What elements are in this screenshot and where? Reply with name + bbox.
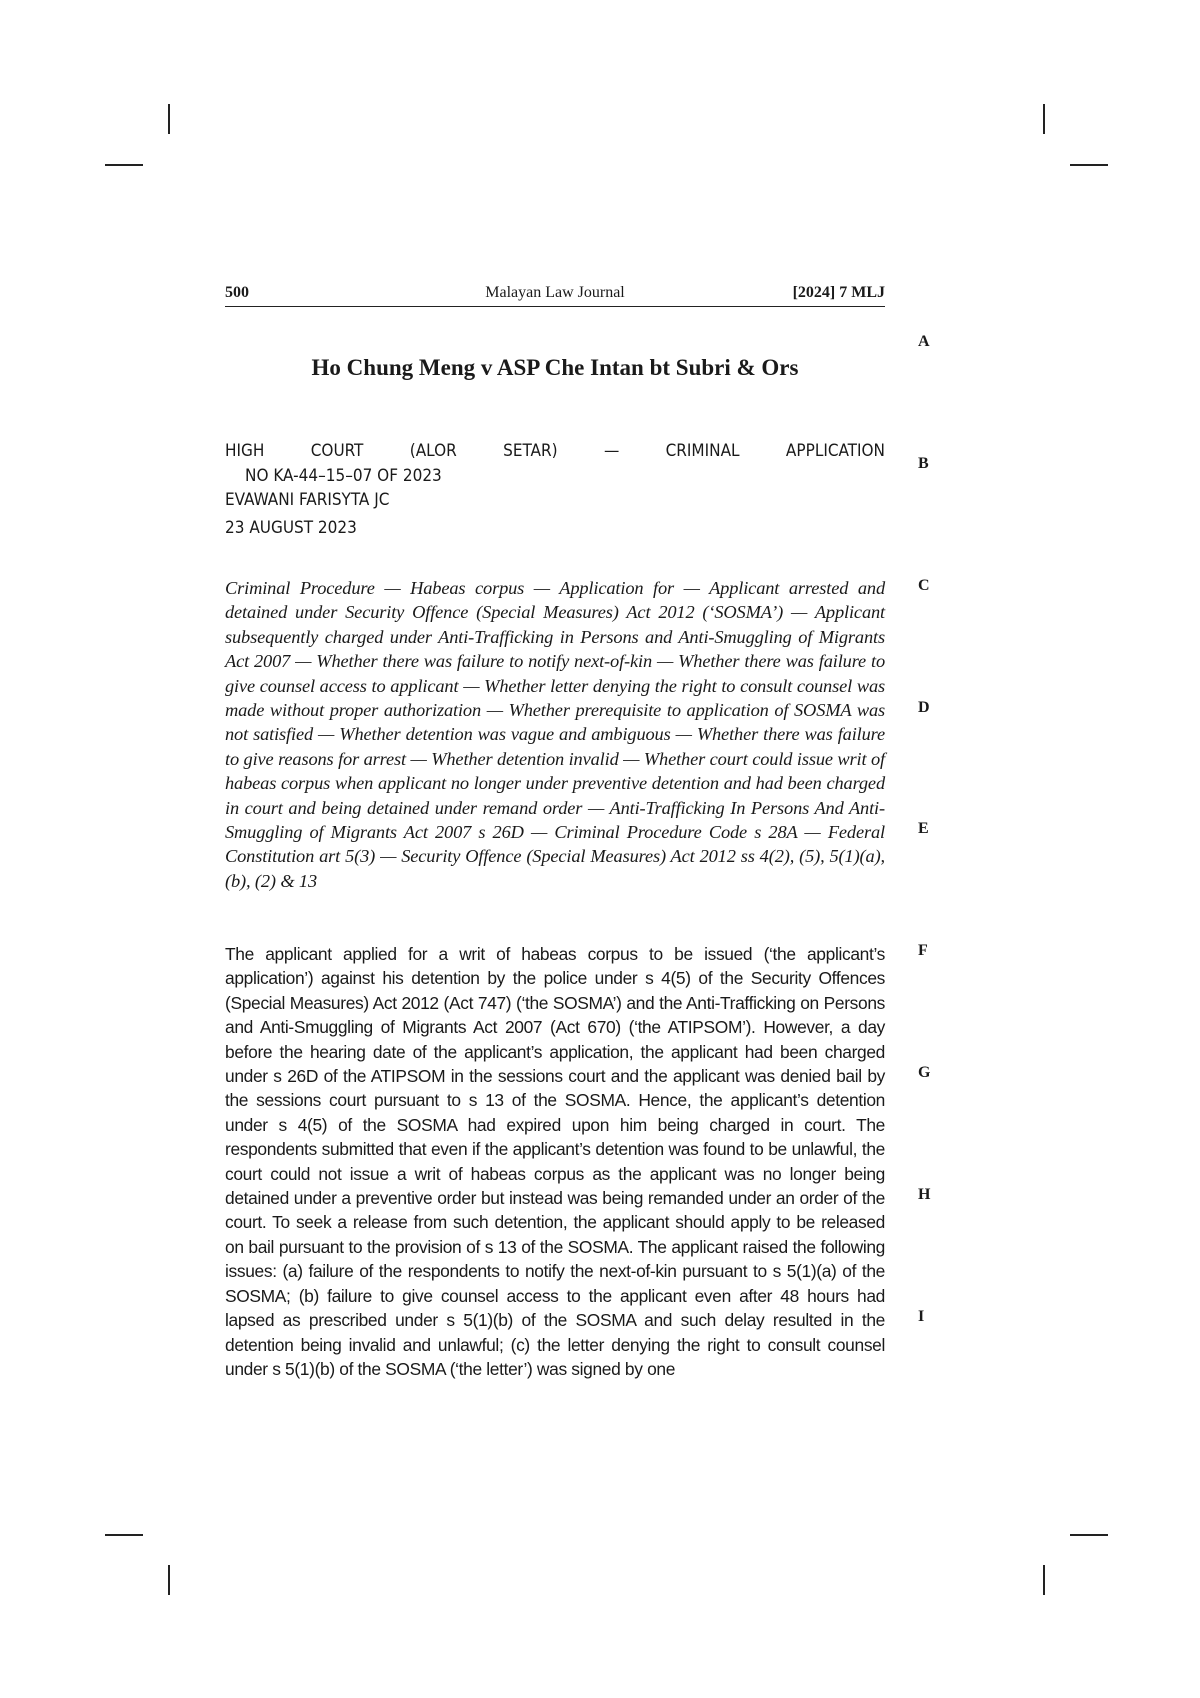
application-number: NO KA-44–15–07 OF 2023 — [245, 465, 442, 486]
margin-letter-c: C — [918, 577, 930, 594]
crop-mark-top-right-vertical — [1043, 104, 1045, 134]
crop-mark-top-left-vertical — [168, 104, 170, 134]
decision-date: 23 AUGUST 2023 — [225, 517, 357, 538]
crop-mark-bottom-right-horizontal — [1070, 1534, 1108, 1536]
judge-name: EVAWANI FARISYTA JC — [225, 490, 390, 510]
crop-mark-top-right-horizontal — [1070, 164, 1108, 166]
margin-letter-i: I — [918, 1308, 925, 1325]
court-line: HIGH COURT (ALOR SETAR) — CRIMINAL APPLICATION — [225, 441, 885, 461]
court-details — [225, 439, 885, 540]
crop-mark-bottom-right-vertical — [1043, 1565, 1045, 1595]
margin-letter-e: E — [918, 820, 929, 837]
margin-letter-h: H — [918, 1186, 931, 1203]
running-header — [225, 284, 885, 307]
crop-mark-bottom-left-vertical — [168, 1565, 170, 1595]
page-number: 500 — [225, 284, 249, 301]
headnote-body: The applicant applied for a writ of habeas corpus to be issued (‘the applicant’s application’) against his detention by the police under s 4(5) of the Security Offences (Special Measures) Act 2012 (Act 747) (‘the SOSMA’) and the Anti-Trafficking on Persons and Anti-Smuggling of Migrants Act 2007 (Act 670) (‘the ATIPSOM’). However, a day before the hearing date of the applicant’s application, the applicant had been charged under s 26D of the ATIPSOM in the sessions court and the applicant was denied bail by the sessions court pursuant to s 13 of the SOSMA. Hence, the applicant’s detention under s 4(5) of the SOSMA had expired upon him being charged in court. The respondents submitted that even if the applicant’s detention was found to be unlawful, the court could not issue a writ of habeas corpus as the applicant was no longer being detained under a preventive order but instead was being remanded under an order of the court. To seek a release from such detention, the applicant should apply to be released on bail pursuant to the provision of s 13 of the SOSMA. The applicant raised the following issues: (a) failure of the respondents to notify the next-of-kin pursuant to s 5(1)(a) of the SOSMA; (b) failure to give counsel access to the applicant even after 48 hours had lapsed as prescribed under s 5(1)(b) of the SOSMA and such delay resulted in the detention being invalid and unlawful; (c) the letter denying the right to consult counsel under s 5(1)(b) of the SOSMA (‘the letter’) was signed by one — [225, 944, 885, 1379]
crop-mark-bottom-left-horizontal — [105, 1534, 143, 1536]
margin-letter-a: A — [918, 333, 930, 350]
citation: [2024] 7 MLJ — [792, 284, 885, 301]
journal-name: Malayan Law Journal — [485, 284, 625, 301]
margin-letter-g: G — [918, 1064, 931, 1081]
crop-mark-top-left-horizontal — [105, 164, 143, 166]
margin-letter-f: F — [918, 942, 928, 959]
catchwords: Criminal Procedure — Habeas corpus — Application for — Applicant arrested and detained under Security Offence (Special Measures) Act 2012 (‘SOSMA’) — Applicant subsequently charged under Anti-Trafficking in Persons and Anti-Smuggling of Migrants Act 2007 — Whether there was failure to notify next-of-kin — Whether there was failure to give counsel access to applicant — Whether letter denying the right to consult counsel was made without proper authorization — Whether prerequisite to application of SOSMA was not satisfied — Whether detention was vague and ambiguous — Whether there was failure to give reasons for arrest — Whether detention invalid — Whether court could issue writ of habeas corpus when applicant no longer under preventive detention and had been charged in court and being detained under remand order — Anti-Trafficking In Persons And Anti-Smuggling of Migrants Act 2007 s 26D — Criminal Procedure Code s 28A — Federal Constitution art 5(3) — Security Offence (Special Measures) Act 2012 ss 4(2), (5), 5(1)(a), (b), (2) & 13 — [225, 578, 885, 891]
margin-letter-d: D — [918, 699, 930, 716]
case-title: Ho Chung Meng v ASP Che Intan bt Subri & Ors — [311, 355, 799, 380]
margin-letter-b: B — [918, 455, 929, 472]
